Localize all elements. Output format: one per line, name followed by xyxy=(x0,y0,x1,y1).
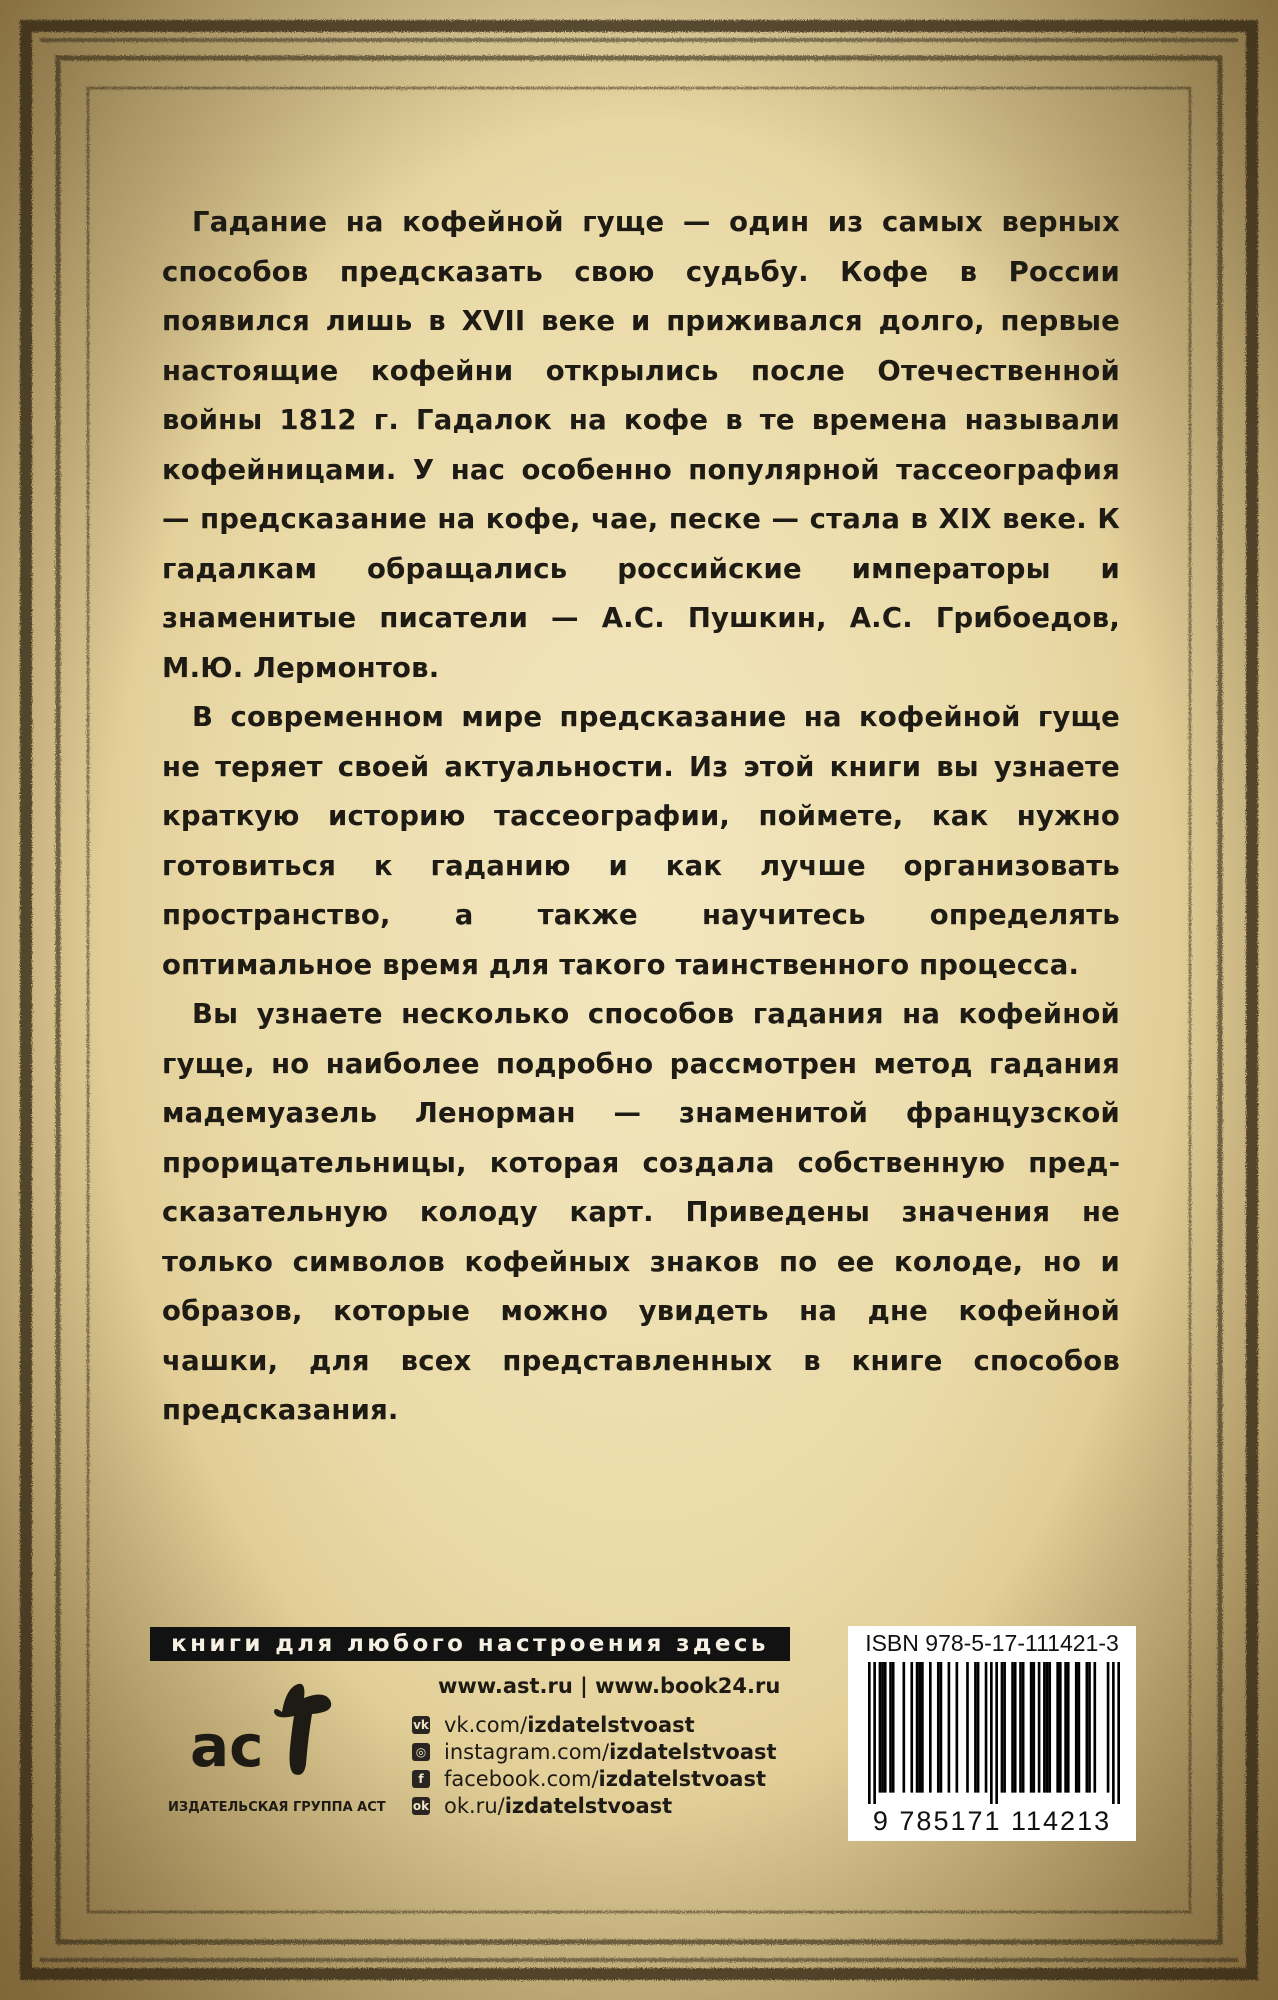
barcode-bar xyxy=(889,1662,892,1793)
barcode-bar xyxy=(1038,1662,1041,1793)
social-handle: izdatelstvoast xyxy=(598,1767,766,1791)
barcode-bar xyxy=(985,1662,988,1793)
barcode-bar xyxy=(1078,1662,1081,1793)
social-link-odnoklassniki[interactable] xyxy=(412,1793,777,1819)
barcode-bar xyxy=(948,1662,951,1793)
instagram-icon: ◎ xyxy=(412,1743,430,1761)
barcode-bar xyxy=(966,1662,969,1793)
barcode-bar xyxy=(940,1662,943,1793)
barcode-bar xyxy=(1064,1662,1067,1793)
barcode-bar xyxy=(1056,1662,1059,1793)
social-domain: vk.com/ xyxy=(444,1713,528,1737)
barcode-bar xyxy=(884,1662,887,1793)
social-domain: facebook.com/ xyxy=(444,1767,599,1791)
social-domain: ok.ru/ xyxy=(444,1794,505,1818)
vk-icon: vk xyxy=(413,1718,429,1732)
barcode-bar xyxy=(1019,1662,1022,1793)
barcode-bar xyxy=(1093,1662,1096,1793)
barcode-bar xyxy=(1022,1662,1025,1793)
facebook-icon: f xyxy=(412,1770,430,1788)
barcode-bar xyxy=(995,1662,998,1804)
barcode-bar xyxy=(1001,1662,1004,1793)
description-paragraph: Вы узнаете несколько способов гадания на кофейной гуще, но наиболее подробно рассмотрен метод гадания мадемуазель Ленорман — знаменитой французской прорицательницы, которая создала собственную предсказательную колоду карт. Приведены значения не только символов кофейных знаков по ее колоде, но и образов, которые можно увидеть на дне кофейной чашки, для всех представленных в книге способов предсказания. xyxy=(162,998,1120,1426)
barcode-digits: 9 785171 114213 xyxy=(872,1806,1112,1836)
barcode-bar xyxy=(1030,1662,1033,1793)
book-description xyxy=(162,198,1120,1436)
barcode-bar xyxy=(1003,1662,1006,1793)
publisher-name: ИЗДАТЕЛЬСКАЯ ГРУППА АСТ xyxy=(168,1800,386,1815)
barcode-bar xyxy=(1043,1662,1046,1793)
barcode-bar xyxy=(910,1662,913,1793)
barcode-bar xyxy=(977,1662,980,1793)
ast-logo-letters: ас xyxy=(190,1712,264,1780)
barcode-bar xyxy=(1117,1662,1120,1804)
ast-logo xyxy=(190,1678,350,1790)
barcode-bar xyxy=(1048,1662,1051,1793)
isbn-barcode-panel xyxy=(848,1626,1136,1841)
social-link-facebook[interactable] xyxy=(412,1766,777,1792)
barcode-bar xyxy=(881,1662,884,1793)
barcode-bar xyxy=(956,1662,959,1793)
ast-logo-cross-icon xyxy=(274,1684,331,1775)
social-link-instagram[interactable] xyxy=(412,1739,777,1765)
barcode-bar xyxy=(1014,1662,1017,1793)
social-domain: instagram.com/ xyxy=(444,1740,610,1764)
barcode-bar xyxy=(868,1662,871,1804)
publisher-websites[interactable]: www.ast.ru | www.book24.ru xyxy=(438,1674,781,1698)
barcode-bar xyxy=(892,1662,895,1793)
barcode-bar xyxy=(1046,1662,1049,1793)
barcode-bar xyxy=(990,1662,993,1804)
barcode-bar xyxy=(902,1662,905,1793)
social-links xyxy=(412,1712,777,1820)
barcode-bar xyxy=(1032,1662,1035,1793)
description-paragraph: Гадание на кофейной гуще — один из самых верных способов предсказать свою судьбу. Кофе в России появился лишь в XVII веке и приживался долго, первые настоящие кофейни открылись после Отечественной войны 1812 г. Гадалок на кофе в те времена называли кофейницами. У нас особенно популярной тассеография — предсказание на кофе, чае, песке — стала в XIX веке. К гадалкам обращались российские императоры и знаменитые писатели — А.С. Пушкин, А.С. Грибоедов, М.Ю. Лермонтов. xyxy=(162,206,1120,684)
social-link-vk[interactable] xyxy=(412,1712,777,1738)
social-handle: izdatelstvoast xyxy=(609,1740,777,1764)
tagline-banner: книги для любого настроения здесь xyxy=(150,1627,790,1661)
barcode-bar xyxy=(974,1662,977,1793)
barcode-bar xyxy=(1107,1662,1110,1793)
isbn-number: ISBN 978-5-17-111421-3 xyxy=(865,1630,1119,1656)
barcode-bar xyxy=(1112,1662,1115,1804)
barcode-bar xyxy=(1059,1662,1062,1793)
barcode-bar xyxy=(879,1662,882,1793)
barcode-bar xyxy=(1086,1662,1089,1793)
barcode-bar xyxy=(916,1662,919,1793)
barcode-bar xyxy=(1011,1662,1014,1793)
barcode-bar xyxy=(1067,1662,1070,1793)
barcode-bar xyxy=(1075,1662,1078,1793)
odnoklassniki-icon: ok xyxy=(412,1799,430,1813)
ean-barcode xyxy=(868,1662,1120,1804)
barcode-bar xyxy=(918,1662,921,1793)
barcode-bar xyxy=(929,1662,932,1793)
barcode-bar xyxy=(937,1662,940,1793)
description-paragraph: В современном мире предсказание на кофейной гуще не теряет своей актуальности. Из этой книги вы узнаете краткую историю тассеографии, поймете, как нужно готовиться к гаданию и как лучше организовать пространство, а также научитесь определять оптимальное время для такого таинственного процесса. xyxy=(162,701,1120,981)
social-handle: izdatelstvoast xyxy=(504,1794,673,1818)
barcode-bar xyxy=(1088,1662,1091,1793)
social-handle: izdatelstvoast xyxy=(527,1713,695,1737)
barcode-bar xyxy=(873,1662,876,1804)
barcode-bar xyxy=(921,1662,924,1793)
